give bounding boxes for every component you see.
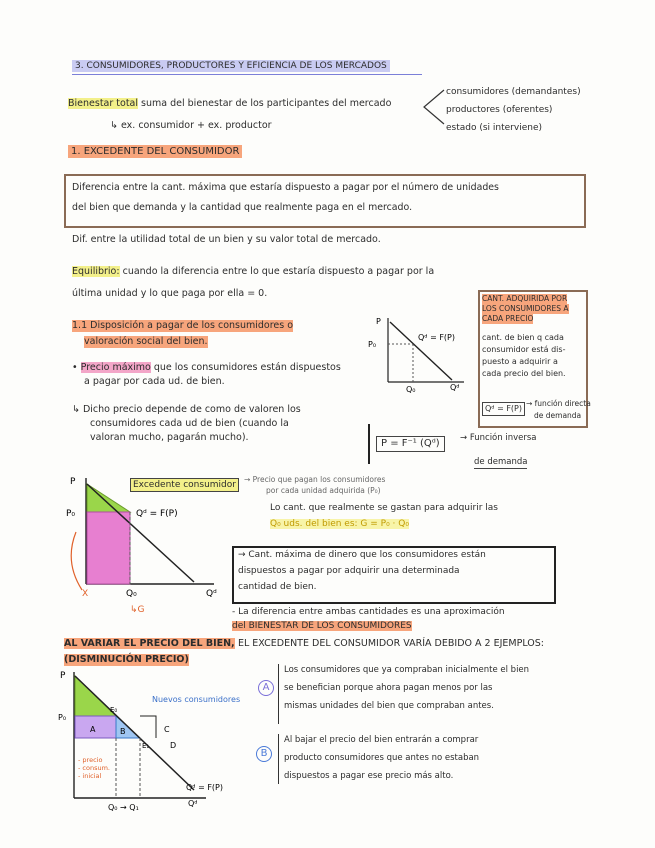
definition-line-1: Diferencia entre la cant. máxima que estaría dispuesto a pagar por el número de unidades	[72, 182, 499, 193]
precio-note-1: → Precio que pagan los consumidores	[244, 475, 386, 484]
graph2-p0: P₀	[66, 509, 76, 519]
cant-box-formula-note-2: de demanda	[534, 411, 582, 420]
cant-box-text-3: puesto a adquirir a	[482, 357, 558, 366]
graph3-mark-d: D	[170, 741, 177, 750]
bullet: •	[72, 362, 78, 373]
graph3-e0: E₀	[110, 706, 118, 714]
equilibrio-line-1	[72, 266, 434, 278]
bienestar-item-1: consumidores (demandantes)	[446, 87, 581, 97]
bienestar-label: Bienestar total	[68, 98, 139, 109]
a-text-1: Los consumidores que ya compraban inicialmente el bien	[284, 665, 530, 675]
bienestar-sub: ↳ ex. consumidor + ex. productor	[110, 120, 272, 131]
graph3-q: Qᵈ	[188, 799, 198, 808]
disposicion-heading-1: 1.1 Disposición a pagar de los consumidores o	[72, 320, 294, 331]
graph2-eq: Qᵈ = F(P)	[136, 509, 178, 519]
demand-graph-small	[366, 312, 466, 394]
graph2-g: ↳G	[130, 605, 145, 615]
aprox-highlight: del BIENESTAR DE LOS CONSUMIDORES	[232, 621, 412, 631]
cant-box-title-3: CADA PRECIO	[482, 314, 534, 323]
graph3-p: P	[60, 671, 66, 681]
depende-line-2: consumidores cada ud de bien (cuando la	[90, 418, 289, 429]
graph1-p: P	[376, 317, 381, 326]
graph3-eq: Qᵈ = F(P)	[186, 783, 223, 792]
b-bar	[278, 734, 279, 784]
section2-heading-highlight: AL VARIAR EL PRECIO DEL BIEN,	[64, 638, 235, 649]
page-title: 3. CONSUMIDORES, PRODUCTORES Y EFICIENCIA DE LOS MERCADOS	[72, 60, 390, 72]
depende-line-1: ↳ Dicho precio depende de como de valoren los	[72, 404, 301, 415]
cant-box-formula: Qᵈ = F(P)	[482, 402, 525, 416]
graph3-e1: E₁	[142, 742, 150, 750]
inverse-bar	[368, 424, 370, 464]
bienestar-block	[68, 98, 391, 110]
graph3-mark-a: A	[90, 725, 96, 734]
mark-b: B	[256, 746, 272, 762]
cant-box-title-2: LOS CONSUMIDORES A	[482, 304, 569, 313]
depende-line-3: valoran mucho, pagarán mucho).	[90, 432, 249, 443]
graph3-leg-3: - inicial	[78, 772, 102, 780]
section2-heading-rest: EL EXCEDENTE DEL CONSUMIDOR VARÍA DEBIDO A 2 EJEMPLOS:	[237, 638, 544, 649]
precio-note-2: por cada unidad adquirida (P₀)	[266, 486, 381, 495]
section1-heading-text: 1. EXCEDENTE DEL CONSUMIDOR	[68, 145, 242, 158]
nuevos-consumidores: Nuevos consumidores	[152, 695, 241, 704]
title-underline	[72, 74, 422, 75]
graph2-x: X	[82, 589, 89, 599]
definition-line-2: del bien que demanda y la cantidad que realmente paga en el mercado.	[72, 202, 413, 213]
gasto-formula: Q₀ uds. del bien es: G = P₀ · Q₀	[270, 519, 409, 529]
graph3-mark-c: C	[164, 725, 170, 734]
inverse-note-1: → Función inversa	[460, 433, 537, 443]
aprox-line-2	[232, 620, 412, 632]
graph1-p0: P₀	[368, 340, 377, 349]
maxima-line-3: cantidad de bien.	[238, 582, 317, 592]
cant-box-text-2: consumidor está dis-	[482, 345, 566, 354]
inverse-note-2: de demanda	[474, 457, 528, 467]
section2-heading-1	[64, 638, 544, 650]
equilibrio-line-2: última unidad y lo que paga por ella = 0.	[72, 288, 268, 299]
cant-box-text-4: cada precio del bien.	[482, 369, 566, 378]
graph2-p: P	[70, 477, 76, 487]
graph3-p0: P₀	[58, 713, 67, 722]
b-text-2: producto consumidores que antes no estaban	[284, 753, 480, 763]
a-text-3: mismas unidades del bien que compraban antes.	[284, 701, 494, 711]
equilibrio-text: cuando la diferencia entre lo que estaría dispuesto a pagar por la	[122, 266, 435, 277]
b-text-3: dispuestos a pagar ese precio más alto.	[284, 771, 454, 781]
cant-box-formula-note: → función directa	[526, 399, 591, 408]
bienestar-text: suma del bienestar de los participantes del mercado	[141, 98, 392, 109]
equilibrio-label: Equilibrio:	[72, 266, 120, 277]
gasto-line-1: Lo cant. que realmente se gastan para adquirir las	[270, 503, 498, 513]
graph3-leg-1: - precio	[78, 756, 103, 764]
mark-a: A	[258, 680, 274, 696]
inverse-formula: P = F⁻¹ (Qᵈ)	[376, 436, 445, 452]
precio-maximo-line-1	[72, 362, 341, 374]
gasto-line-2	[270, 518, 409, 530]
graph2-qd: Qᵈ	[206, 589, 217, 599]
bienestar-item-2: productores (oferentes)	[446, 105, 553, 115]
consumer-surplus-graph	[64, 472, 254, 622]
excedente-label: Excedente consumidor	[130, 478, 239, 492]
graph1-eq: Qᵈ = F(P)	[418, 333, 455, 342]
bienestar-brace	[418, 86, 446, 128]
price-decrease-graph	[56, 666, 256, 814]
graph3-qaxis: Q₀ → Q₁	[108, 803, 139, 812]
graph1-qd: Qᵈ	[450, 383, 460, 392]
graph2-q0: Q₀	[126, 589, 137, 599]
cant-box-text-1: cant. de bien q cada	[482, 333, 564, 342]
disposicion-heading-2: valoración social del bien.	[84, 336, 208, 347]
precio-maximo-line-2: a pagar por cada ud. de bien.	[84, 376, 225, 387]
aprox-line-1: - La diferencia entre ambas cantidades es una aproximación	[232, 607, 505, 617]
precio-maximo-text: que los consumidores están dispuestos	[153, 362, 341, 373]
bienestar-item-3: estado (si interviene)	[446, 123, 542, 133]
cant-box-title-1: CANT. ADQUIRIDA POR	[482, 294, 568, 303]
b-text-1: Al bajar el precio del bien entrarán a comprar	[284, 735, 479, 745]
maxima-line-2: dispuestos a pagar por adquirir una determinada	[238, 566, 460, 576]
graph1-q0: Q₀	[406, 385, 416, 394]
graph3-mark-b: B	[120, 727, 126, 736]
maxima-line-1: → Cant. máxima de dinero que los consumidores están	[238, 550, 486, 560]
difference-line: Dif. entre la utilidad total de un bien y su valor total de mercado.	[72, 234, 381, 245]
graph3-leg-2: - consum.	[78, 764, 110, 772]
a-bar	[278, 664, 279, 724]
a-text-2: se benefician porque ahora pagan menos por las	[284, 683, 493, 693]
section1-heading	[68, 146, 242, 158]
section2-heading-2: (DISMINUCIÓN PRECIO)	[64, 654, 189, 665]
precio-maximo-label: Precio máximo	[80, 362, 151, 373]
